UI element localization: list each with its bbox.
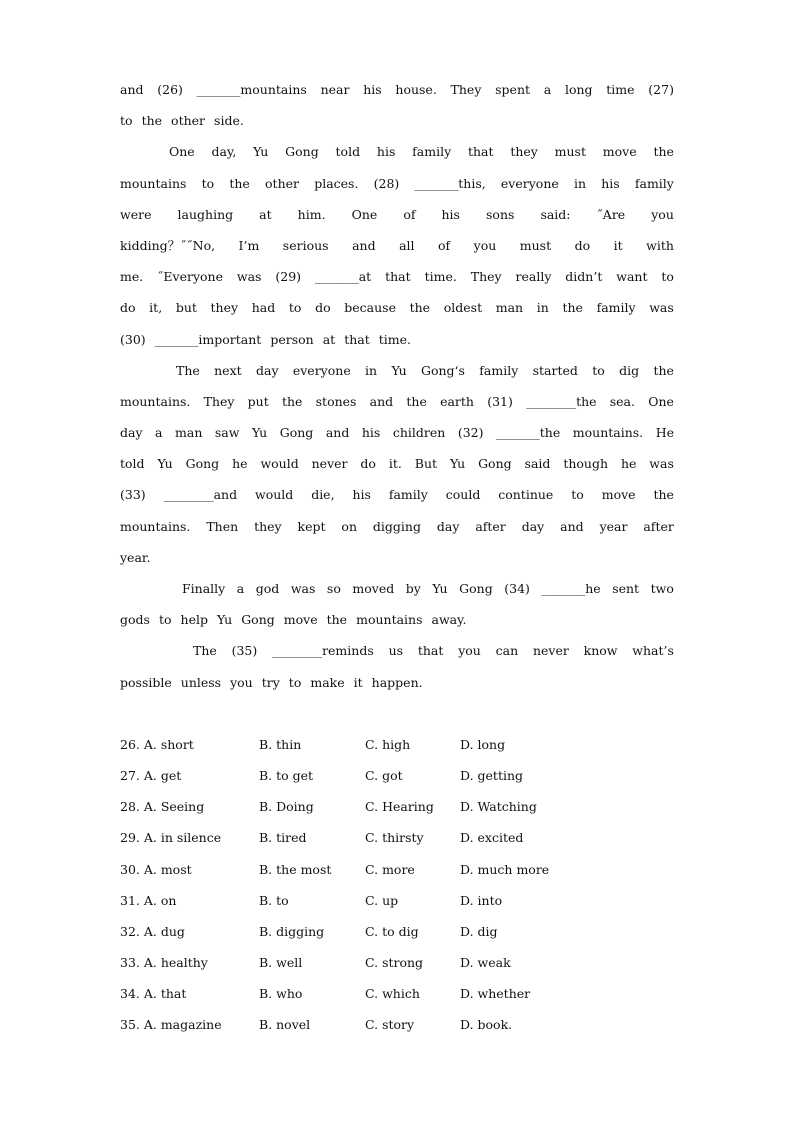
passage-line: gods to help Yu Gong move the mountains away.	[120, 612, 467, 628]
option-row	[120, 947, 674, 978]
option-d: D. excited	[460, 830, 524, 846]
document-page	[120, 74, 674, 1041]
option-a: 35. A. magazine	[120, 1017, 222, 1033]
option-c: C. which	[365, 986, 420, 1002]
option-a: 29. A. in silence	[120, 830, 222, 846]
option-row	[120, 885, 674, 916]
passage-line: mountains. Then they kept on digging day after day and year after	[120, 518, 674, 534]
passage-line: The next day everyone in Yu Gong‘s family started to dig the	[176, 362, 674, 378]
passage-line: possible unless you try to make it happen.	[120, 674, 423, 690]
option-row	[120, 760, 674, 791]
answer-options	[120, 729, 674, 1041]
option-d: D. weak	[460, 955, 511, 971]
passage-line: (30) _______important person at that time.	[120, 331, 411, 347]
option-c: C. more	[365, 861, 415, 877]
option-d: D. book.	[460, 1017, 513, 1033]
option-a: 30. A. most	[120, 861, 192, 877]
passage-line: and (26) _______mountains near his house. They spent a long time (27)	[120, 82, 674, 97]
passage-line: The (35) ________reminds us that you can never know what’s	[193, 643, 674, 659]
option-a: 33. A. healthy	[120, 955, 208, 971]
section-gap	[120, 698, 674, 729]
option-a: 27. A. get	[120, 767, 182, 783]
option-b: B. to	[259, 892, 289, 908]
passage-line: were laughing at him. One of his sons said: ˝Are you	[120, 206, 674, 222]
option-c: C. Hearing	[365, 799, 434, 815]
option-row	[120, 791, 674, 822]
option-a: 34. A. that	[120, 986, 187, 1002]
cloze-passage	[120, 74, 674, 698]
passage-line: day a man saw Yu Gong and his children (32) _______the mountains. He	[120, 425, 674, 441]
option-row	[120, 978, 674, 1009]
passage-line: (33) ________and would die, his family could continue to move the	[120, 487, 674, 503]
option-b: B. Doing	[259, 799, 314, 815]
option-c: C. got	[365, 767, 403, 783]
option-c: C. up	[365, 892, 399, 908]
option-row	[120, 916, 674, 947]
option-d: D. dig	[460, 923, 498, 939]
option-b: B. the most	[259, 861, 332, 877]
option-c: C. to dig	[365, 923, 419, 939]
option-b: B. who	[259, 986, 303, 1002]
option-c: C. high	[365, 736, 411, 752]
passage-line: Finally a god was so moved by Yu Gong (34) _______he sent two	[182, 581, 674, 596]
option-d: D. into	[460, 892, 503, 908]
passage-line: told Yu Gong he would never do it. But Yu Gong said though he was	[120, 456, 674, 472]
passage-line: me. ˝Everyone was (29) _______at that time. They really didn’t want to	[120, 269, 674, 285]
option-c: C. story	[365, 1017, 415, 1033]
option-c: C. thirsty	[365, 830, 424, 846]
passage-line: mountains. They put the stones and the earth (31) ________the sea. One	[120, 393, 674, 409]
passage-line: mountains to the other places. (28) _______this, everyone in his family	[120, 175, 674, 191]
option-row	[120, 854, 674, 885]
passage-line: kidding？˝˝No, I’m serious and all of you must do it with	[120, 237, 674, 253]
option-c: C. strong	[365, 955, 424, 971]
option-b: B. well	[259, 955, 303, 971]
option-row	[120, 822, 674, 853]
option-a: 28. A. Seeing	[120, 799, 205, 815]
option-d: D. Watching	[460, 799, 537, 815]
option-d: D. getting	[460, 767, 524, 783]
option-a: 26. A. short	[120, 736, 194, 752]
option-d: D. long	[460, 736, 506, 752]
option-a: 32. A. dug	[120, 923, 185, 939]
option-row	[120, 729, 674, 760]
option-a: 31. A. on	[120, 892, 177, 908]
option-d: D. whether	[460, 986, 531, 1002]
option-b: B. digging	[259, 923, 325, 939]
passage-line: to the other side.	[120, 113, 244, 129]
option-b: B. novel	[259, 1017, 311, 1033]
passage-line: do it, but they had to do because the oldest man in the family was	[120, 300, 674, 316]
option-b: B. thin	[259, 736, 302, 752]
passage-line: year.	[120, 549, 151, 565]
option-b: B. tired	[259, 830, 307, 846]
option-b: B. to get	[259, 767, 314, 783]
option-row	[120, 1009, 674, 1040]
passage-line: One day, Yu Gong told his family that they must move the	[169, 144, 674, 160]
option-d: D. much more	[460, 861, 550, 877]
